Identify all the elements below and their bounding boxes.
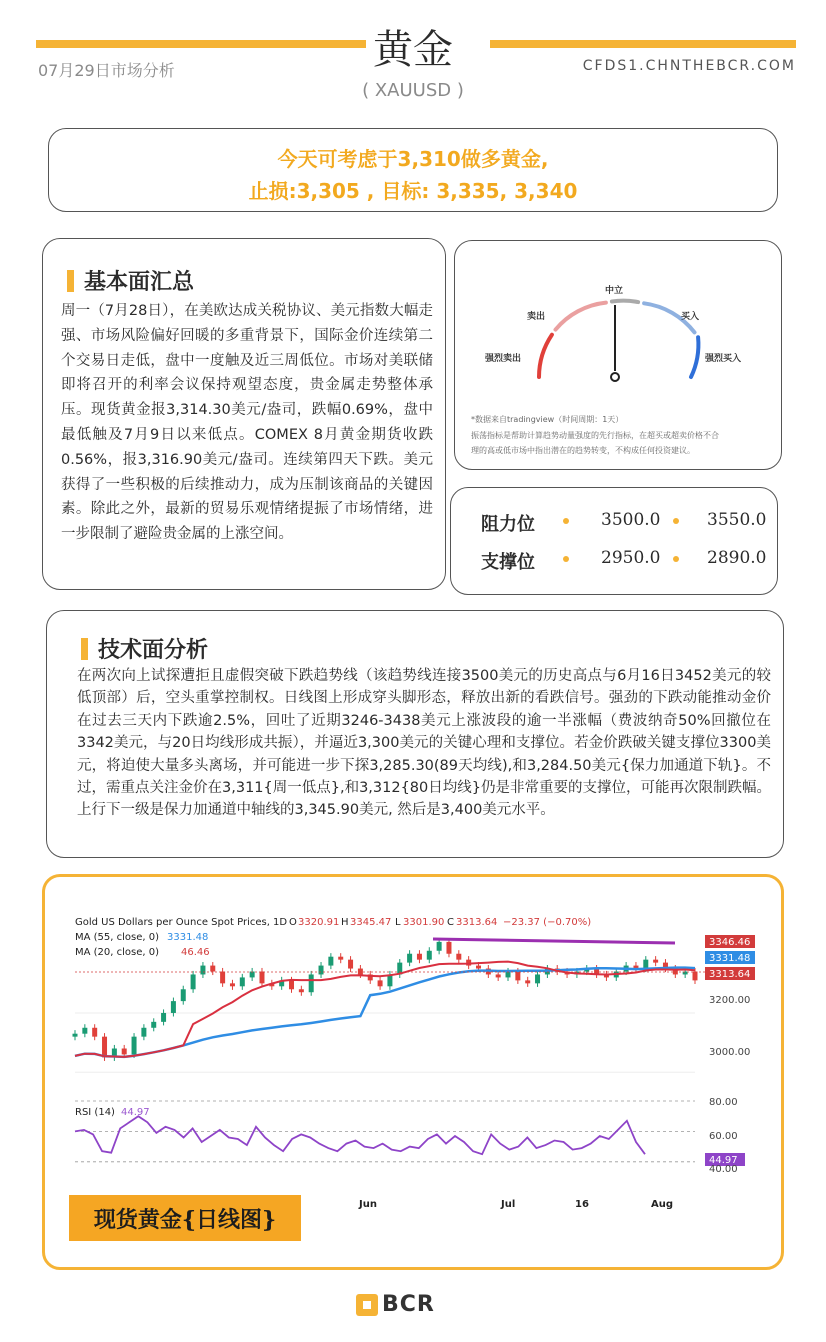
bullet	[563, 518, 569, 524]
candle-body	[535, 974, 540, 983]
candle-body	[210, 966, 215, 972]
gauge-label-strong-buy: 强烈买入	[705, 354, 742, 364]
candlesticks	[73, 938, 698, 1061]
candle-body	[259, 972, 264, 984]
candle-body	[191, 974, 196, 989]
ma20-label: MA (20, close, 0)	[75, 947, 160, 958]
support-2: 2890.0	[707, 548, 767, 568]
gauge-pivot	[611, 373, 619, 381]
bullet	[673, 518, 679, 524]
gauge-source-note: *数据来自tradingview（时间周期：1天）	[471, 415, 624, 424]
gauge-arc-strong-sell	[539, 335, 552, 377]
candle-body	[693, 972, 698, 981]
price-axis-1: 3200.00	[709, 995, 751, 1006]
page-subtitle: ( XAUUSD )	[362, 80, 464, 101]
candle-body	[122, 1049, 127, 1055]
rsi-value-label: 44.97	[121, 1107, 150, 1118]
x-label-2: Jun	[359, 1199, 377, 1210]
gauge-label-buy: 买入	[681, 312, 700, 322]
candle-body	[319, 966, 324, 975]
ma55-label: MA (55, close, 0)	[75, 932, 160, 943]
gauge-arc-sell	[556, 303, 606, 330]
ohlc-low: 3301.90	[403, 917, 445, 928]
price-tag-2: 3331.48	[709, 953, 751, 964]
price-axis-2: 3000.00	[709, 1047, 751, 1058]
candle-body	[348, 960, 353, 969]
ohlc-close-label: C	[447, 917, 454, 928]
fundamental-heading	[67, 265, 194, 296]
levels-card	[450, 487, 778, 595]
candle-body	[427, 951, 432, 960]
candle-body	[496, 974, 501, 977]
fundamental-card	[42, 238, 446, 590]
candle-body	[358, 969, 363, 975]
rsi-tag: 44.97	[709, 1155, 738, 1166]
candle-body	[230, 983, 235, 986]
bcr-logo	[356, 1292, 435, 1317]
technical-heading	[81, 633, 208, 664]
price-tag-3: 3313.64	[709, 969, 751, 980]
technical-card	[46, 610, 784, 858]
ma20-line	[75, 962, 695, 1057]
logo-icon	[356, 1294, 378, 1316]
technical-heading-text: 技术面分析	[98, 638, 209, 663]
site-url[interactable]: CFDS1.CHNTHEBCR.COM	[582, 58, 796, 74]
heading-accent	[67, 270, 74, 292]
rsi-line	[75, 1116, 645, 1154]
candle-body	[92, 1028, 97, 1037]
resistance-2: 3550.0	[707, 510, 767, 530]
ohlc-low-label: L	[395, 917, 401, 928]
candle-body	[161, 1013, 166, 1022]
candle-body	[328, 957, 333, 966]
x-label-3: Jul	[501, 1199, 516, 1210]
rsi-label: RSI (14)	[75, 1107, 115, 1118]
gauge-label-neutral: 中立	[605, 286, 624, 296]
ohlc-close: 3313.64	[456, 917, 498, 928]
logo-text: BCR	[382, 1292, 435, 1317]
chart-grid	[75, 1013, 695, 1162]
gauge-arc-strong-buy	[691, 337, 698, 377]
recommendation-card	[48, 128, 778, 212]
ohlc-high-label: H	[341, 917, 349, 928]
candle-body	[141, 1028, 146, 1037]
candle-body	[151, 1022, 156, 1028]
candle-body	[171, 1001, 176, 1013]
candle-body	[309, 974, 314, 992]
candle-body	[515, 972, 520, 981]
support-1: 2950.0	[601, 548, 661, 568]
rsi-axis-60: 60.00	[709, 1131, 738, 1142]
technical-text: 在两次向上试探遭拒且虚假突破下跌趋势线（该趋势线连接3500美元的历史高点与6月16日3452美元的较低顶部）后，空头重掌控制权。日线图上形成穿头脚形态，释放出新的看跌信号。强劲的下跌动能推动金价在过去三天内下跌逾2.5%，回吐了近期3246-3438美元上涨波段的逾一半涨幅（费波纳奇50%回撤位在3342美元，与20日均线形成共振），并逼近3,300美元的关键心理和支撑位。若金价跌破关键支撑位3300美元，将迫使大量多头离场，并可能进一步下探3,285.30(89天均线),和3,284.50美元{保力加通道下轨}。不过，需重点关注金价在3,311{周一低点},和3,312{80日均线}仍是非常重要的支撑位，可能再次限制跌幅。上行下一级是保力加通道中轴线的3,345.90美元, 然后是3,400美元水平。	[77, 668, 771, 819]
gauge-label-strong-sell: 强烈卖出	[485, 354, 522, 364]
ohlc-high: 3345.47	[350, 917, 392, 928]
ohlc-change: −23.37 (−0.70%)	[503, 917, 592, 928]
ma55-value: 3331.48	[167, 932, 209, 943]
candle-body	[653, 960, 658, 963]
candle-body	[240, 977, 245, 986]
gauge-label-sell: 卖出	[527, 312, 546, 322]
ohlc-open-label: O	[289, 917, 297, 928]
resistance-1: 3500.0	[601, 510, 661, 530]
price-tag-1: 3346.46	[709, 937, 751, 948]
x-label-5: Aug	[651, 1199, 674, 1210]
gauge-card	[454, 240, 782, 470]
gauge-disclaimer-2: 理的高或低市场中指出潜在的趋势转变，不构成任何投资建议。	[471, 446, 695, 455]
ohlc-open: 3320.91	[298, 917, 340, 928]
candle-body	[132, 1037, 137, 1055]
candle-body	[476, 966, 481, 969]
report-date: 07月29日市场分析	[38, 61, 175, 80]
fundamental-text: 周一（7月28日），在美欧达成关税协议、美元指数大幅走强、市场风险偏好回暖的多重背景下，国际金价连续第二个交易日走低，盘中一度触及近三周低位。市场对美联储即将召开的利率会议保持观望态度，贵金属走势整体承压。现货黄金报3,314.30美元/盎司，跌幅0.69%，盘中最低触及7月9日以来低点。COMEX 8月黄金期货收跌0.56%，报3,316.90美元/盎司。连续第四天下跌。美元获得了一些积极的后续推动力，成为压制该商品的关键因素。除此之外，最新的贸易乐观情绪提振了市场情绪，进一步限制了避险贵金属的上涨空间。	[61, 303, 433, 543]
candle-body	[407, 954, 412, 963]
chart-title: Gold US Dollars per Ounce Spot Prices, 1D	[75, 917, 288, 928]
candle-body	[456, 954, 461, 960]
page-title: 黄金	[373, 27, 453, 73]
candle-body	[446, 942, 451, 954]
fundamental-heading-text: 基本面汇总	[84, 270, 195, 295]
bullet	[673, 556, 679, 562]
candle-body	[437, 942, 442, 951]
candle-body	[200, 966, 205, 975]
chart-caption-tag: 现货黄金{日线图}	[69, 1195, 301, 1241]
candle-body	[299, 989, 304, 992]
candle-body	[417, 954, 422, 960]
candle-body	[73, 1034, 78, 1037]
candle-body	[378, 980, 383, 986]
recommendation-line-1: 今天可考虑于3,310做多黄金,	[277, 147, 549, 171]
gauge-arc-neutral	[612, 301, 638, 302]
candle-body	[338, 957, 343, 960]
heading-accent	[81, 638, 88, 660]
chart-card	[42, 874, 784, 1270]
candle-body	[289, 980, 294, 989]
candle-body	[220, 972, 225, 984]
ma55-line	[75, 968, 695, 1057]
candle-body	[82, 1028, 87, 1034]
support-label: 支撑位	[481, 552, 535, 573]
recommendation-line-2: 止损:3,305 , 目标: 3,335, 3,340	[248, 179, 578, 203]
rsi-axis-80: 80.00	[709, 1097, 738, 1108]
resistance-label: 阻力位	[481, 514, 535, 535]
candle-body	[643, 960, 648, 969]
x-label-4: 16	[575, 1199, 589, 1210]
candle-body	[525, 980, 530, 983]
gauge-disclaimer-1: 振荡指标是帮助计算趋势动量强度的先行指标，在超买或超卖价格不合	[471, 431, 719, 440]
bullet	[563, 556, 569, 562]
candle-body	[102, 1037, 107, 1058]
ma20-value: 46.46	[181, 947, 210, 958]
rsi-axis-40: 40.00	[709, 1164, 738, 1175]
trendline	[433, 939, 675, 943]
candle-body	[181, 989, 186, 1001]
